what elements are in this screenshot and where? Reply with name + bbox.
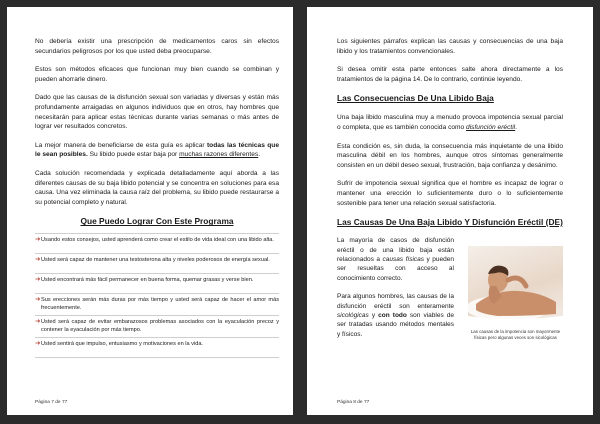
man-lying-illustration <box>468 246 563 326</box>
benefit-text: Sus erecciones serán más duras por más tiempo y usted será capaz de hacer el amor más frecuentemente. <box>41 297 279 312</box>
paragraph-6-text-a: La mayoría de casos de disfunción eréctil o de una libido baja están relacionados a <box>337 237 454 263</box>
benefit-text: Usted será capaz de evitar embarazosos problemas asociados con la eyaculación precoz y contener la eyaculación por más tiempo. <box>41 319 279 334</box>
man-lying-photo <box>468 246 563 326</box>
paragraph-3 <box>337 113 563 132</box>
paragraph-4-text-c: Su libido puede estar baja por <box>87 151 180 159</box>
benefit-item <box>35 294 279 316</box>
section-heading-causes: Las Causas De Una Baja Libido Y Disfunción Eréctil (DE) <box>337 217 563 228</box>
paragraph-6 <box>337 236 454 283</box>
paragraph-4: Esta condición es, sin duda, la consecuencia más inquietante de una libido masculina débil en los hombres, aunque otros síntomas generalmente consisten en un débil deseo sexual, frustración, baja confianza y desánimo. <box>337 142 563 169</box>
benefit-item <box>35 338 279 358</box>
benefit-item <box>35 316 279 338</box>
paragraph-4 <box>35 141 279 160</box>
benefit-item <box>35 274 279 294</box>
causes-text <box>337 236 454 341</box>
section-heading-consequences: Las Consecuencias De Una Libido Baja <box>337 93 494 104</box>
page-left <box>7 7 293 415</box>
paragraph-4-text-e: . <box>258 151 261 159</box>
paragraph-6-text-c: y pueden ser resueltas con acceso al conocimiento correcto. <box>337 255 454 282</box>
arrow-bullet-icon: ➜ <box>35 340 41 348</box>
paragraph-7 <box>337 292 454 339</box>
figure-caption: Las causas de la impotencia son mayormente físicas pero algunas veces son sicológicas <box>470 329 561 341</box>
benefit-text: Usted será capaz de mantener una testosterona alta y niveles poderosos de energía sexual. <box>41 257 270 264</box>
paragraph-1: Los siguientes párrafos explican las causas y consecuencias de una baja libido y los tratamientos convencionales. <box>337 38 563 55</box>
paragraph-7-bold: con todo <box>378 311 407 319</box>
paragraph-6-italic: causas físicas <box>382 255 425 263</box>
arrow-bullet-icon: ➜ <box>35 276 41 284</box>
arrow-bullet-icon: ➜ <box>35 296 41 304</box>
figure <box>468 236 563 341</box>
paragraph-2: Estos son métodos eficaces que funcionan muy bien cuando se combinan y pueden ahorrarle dinero. <box>35 66 279 83</box>
paragraph-4-text-a: La mejor manera de beneficiarse de esta guía es aplicar <box>35 141 207 149</box>
paragraph-3: Dado que las causas de la disfunción sexual son variadas y diversas y están más profundamente arraigadas en algunos individuos que en otros, hay hombres que necesitarán para aplicar estas técnicas durante varias semanas o más antes de lograr ver resultados concretos. <box>35 94 279 131</box>
benefit-item <box>35 233 279 254</box>
paragraph-7-text-c: y <box>368 311 379 319</box>
paragraph-5: Cada solución recomendada y explicada detalladamente aquí aborda a las diferentes causas de su baja libido potencial y se concentra en soluciones para esa causa. Una vez eliminada la causa raíz del problema, su libido puede restaurarse a su potencial completo y natural. <box>35 169 279 206</box>
paragraph-7-text-e: son viables de ser tratadas usando métodos mentales y físicos. <box>337 311 454 338</box>
link-erectile-dysfunction[interactable]: disfunción eréctil <box>466 123 516 131</box>
benefit-item <box>35 254 279 274</box>
paragraph-4-bold: todas las técnicas que le sean posibles. <box>35 141 279 159</box>
causes-section <box>337 236 563 341</box>
paragraph-7-text-a: Para algunos hombres, las causas de la disfunción eréctil son enteramente <box>337 293 454 310</box>
paragraph-1: No debería existir una prescripción de medicamentos caros sin efectos secundarios peligrosos por los que usted deba preocuparse. <box>35 38 279 55</box>
paragraph-3-text-c: . <box>515 123 517 131</box>
paragraph-5: Sufrir de impotencia sexual significa que el hombre es incapaz de lograr o mantener una erección lo suficientemente duro o lo suficientemente sostenible para tener una relación sexual satisfactoria. <box>337 180 563 207</box>
arrow-bullet-icon: ➜ <box>35 318 41 326</box>
page-right <box>307 7 593 415</box>
page-number: Página 8 de 77 <box>337 400 370 405</box>
paragraph-7-italic: sicológicas <box>337 311 369 319</box>
benefits-list <box>35 233 279 358</box>
paragraph-3-text-a: Una baja libido masculina muy a menudo provoca impotencia sexual parcial o completa, que es también conocida como <box>337 114 563 131</box>
arrow-bullet-icon: ➜ <box>35 256 41 264</box>
link-reasons[interactable]: muchas razones diferentes <box>179 151 259 159</box>
benefit-text: Usando estos consejos, usted aprenderá como crear el estilo de vida ideal con una libido alta. <box>41 237 274 244</box>
arrow-bullet-icon: ➜ <box>35 236 41 244</box>
page-number: Página 7 de 77 <box>35 400 68 405</box>
paragraph-2: Si desea omitir esta parte entonces salte ahora directamente a los tratamientos de la página 14. De lo contrario, continúe leyendo. <box>337 66 563 83</box>
section-heading-benefits: Que Puedo Lograr Con Este Programa <box>80 216 234 227</box>
benefit-text: Usted sentirá que impulso, entusiasmo y motivaciones en la vida. <box>41 341 203 348</box>
benefit-text: Usted encontrará más fácil permanecer en buena forma, quemar grasas y verse bien. <box>41 277 254 284</box>
